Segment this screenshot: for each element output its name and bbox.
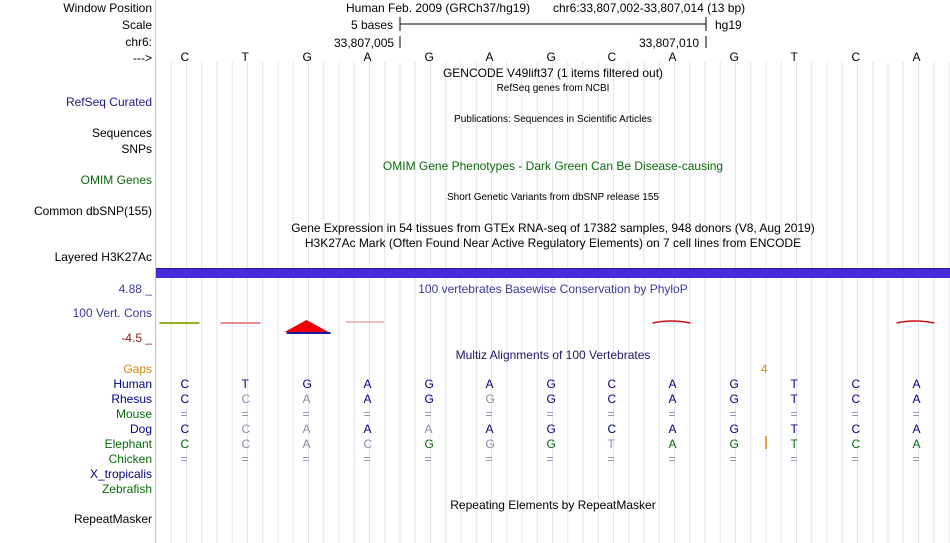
scale-text: 5 bases: [351, 18, 394, 32]
alignment-base: =: [180, 452, 188, 466]
alignment-base: T: [790, 437, 798, 451]
gap-count: 4: [761, 362, 768, 376]
alignment-base: G: [485, 437, 495, 451]
alignment-base: =: [607, 452, 615, 466]
alignment-base: T: [790, 377, 798, 391]
alignment-base: A: [485, 377, 494, 391]
alignment-base: G: [424, 377, 434, 391]
strand-label[interactable]: --->: [133, 51, 152, 65]
alignment-base: G: [729, 392, 739, 406]
alignment-base: T: [790, 392, 798, 406]
sequence-base: A: [668, 50, 677, 64]
alignment-base: A: [912, 392, 921, 406]
alignment-base: C: [851, 422, 861, 436]
omim-genes-label[interactable]: OMIM Genes: [80, 173, 152, 187]
alignment-base: =: [302, 407, 310, 421]
species-label-human[interactable]: Human: [113, 377, 152, 391]
scale-label: Scale: [121, 18, 152, 32]
coord-left: 33,807,005: [334, 36, 395, 50]
alignment-base: A: [912, 377, 921, 391]
sequence-base: A: [912, 50, 921, 64]
scale-db-text: hg19: [715, 18, 742, 32]
alignment-base: =: [241, 407, 249, 421]
species-label-chicken[interactable]: Chicken: [108, 452, 152, 466]
alignment-base: G: [546, 392, 556, 406]
refseq-curated-label[interactable]: RefSeq Curated: [65, 95, 152, 109]
h3k27ac-signal-bar: [156, 268, 950, 278]
alignment-base: A: [668, 422, 677, 436]
alignment-base: T: [607, 437, 615, 451]
alignment-base: C: [180, 437, 190, 451]
alignment-base: =: [668, 452, 676, 466]
alignment-base: G: [546, 377, 556, 391]
sequence-base: C: [607, 50, 617, 64]
alignment-base: A: [424, 422, 433, 436]
cons-max-label: 4.88 _: [118, 282, 152, 296]
snps-label[interactable]: SNPs: [121, 142, 152, 156]
assembly-text: Human Feb. 2009 (GRCh37/hg19): [346, 1, 531, 15]
species-label-zebrafish[interactable]: Zebrafish: [101, 482, 152, 496]
position-text: chr6:33,807,002-33,807,014 (13 bp): [553, 1, 746, 15]
species-label-mouse[interactable]: Mouse: [115, 407, 152, 421]
chrom-label: chr6:: [125, 35, 152, 49]
cons-min-label: -4.5 _: [121, 331, 152, 345]
alignment-base: A: [668, 437, 677, 451]
alignment-base: C: [241, 437, 251, 451]
alignment-base: =: [424, 407, 432, 421]
alignment-base: =: [912, 452, 920, 466]
h3k27ac-track-title[interactable]: H3K27Ac Mark (Often Found Near Active Regulatory Elements) on 7 cell lines from ENCODE: [304, 236, 802, 250]
alignment-base: =: [851, 452, 859, 466]
alignment-base: G: [546, 422, 556, 436]
alignment-base: =: [668, 407, 676, 421]
alignment-base: A: [668, 377, 677, 391]
alignment-base: =: [790, 407, 798, 421]
alignment-base: =: [363, 452, 371, 466]
species-label-dog[interactable]: Dog: [129, 422, 152, 436]
alignment-base: C: [363, 437, 373, 451]
gencode-track-title[interactable]: GENCODE V49lift37 (1 items filtered out): [442, 66, 664, 80]
phylop-negative-segment: [897, 321, 935, 323]
alignment-base: C: [180, 392, 190, 406]
alignment-base: A: [302, 422, 311, 436]
alignment-base: C: [241, 422, 251, 436]
repeatmasker-track-title[interactable]: Repeating Elements by RepeatMasker: [450, 498, 656, 512]
alignment-base: T: [241, 377, 249, 391]
alignment-base: C: [851, 437, 861, 451]
alignment-base: G: [302, 377, 312, 391]
sequence-base: G: [424, 50, 434, 64]
sequence-base: G: [729, 50, 739, 64]
sequence-base: A: [485, 50, 494, 64]
common-dbsnp-label[interactable]: Common dbSNP(155): [33, 204, 152, 218]
alignment-base: =: [485, 407, 493, 421]
gaps-label[interactable]: Gaps: [123, 362, 152, 376]
conservation-track-title[interactable]: 100 vertebrates Basewise Conservation by PhyloP: [418, 282, 688, 296]
omim-track-title[interactable]: OMIM Gene Phenotypes - Dark Green Can Be Disease-causing: [382, 159, 724, 173]
sequences-label[interactable]: Sequences: [91, 126, 152, 140]
alignment-base: =: [912, 407, 920, 421]
alignment-base: C: [607, 422, 617, 436]
coord-right: 33,807,010: [639, 36, 700, 50]
species-label-rhesus[interactable]: Rhesus: [111, 392, 152, 406]
alignment-base: G: [729, 422, 739, 436]
multiz-track-title[interactable]: Multiz Alignments of 100 Vertebrates: [455, 348, 651, 362]
alignment-base: =: [546, 407, 554, 421]
vert-cons-label[interactable]: 100 Vert. Cons: [72, 306, 152, 320]
sequence-base: C: [851, 50, 861, 64]
alignment-base: G: [485, 392, 495, 406]
alignment-base: =: [546, 452, 554, 466]
publications-track-subtitle: Publications: Sequences in Scientific Articles: [454, 114, 652, 125]
alignment-base: G: [729, 377, 739, 391]
alignment-base: G: [424, 392, 434, 406]
alignment-base: =: [729, 407, 737, 421]
alignment-base: =: [607, 407, 615, 421]
sequence-base: G: [302, 50, 312, 64]
alignment-base: A: [302, 437, 311, 451]
alignment-base: =: [851, 407, 859, 421]
alignment-base: =: [485, 452, 493, 466]
alignment-base: C: [180, 377, 190, 391]
alignment-base: C: [851, 377, 861, 391]
alignment-base: A: [363, 422, 372, 436]
alignment-base: G: [424, 437, 434, 451]
alignment-base: =: [180, 407, 188, 421]
alignment-base: C: [851, 392, 861, 406]
layered-h3k27ac-label[interactable]: Layered H3K27Ac: [54, 250, 152, 264]
phylop-negative-segment: [653, 321, 691, 323]
alignment-base: =: [424, 452, 432, 466]
species-label-x_tropicalis[interactable]: X_tropicalis: [89, 467, 152, 481]
alignment-base: A: [363, 377, 372, 391]
dbsnp-track-subtitle: Short Genetic Variants from dbSNP release 155: [447, 192, 659, 203]
alignment-base: =: [729, 452, 737, 466]
alignment-base: T: [790, 422, 798, 436]
alignment-base: A: [912, 437, 921, 451]
alignment-base: =: [302, 452, 310, 466]
sequence-base: T: [790, 50, 798, 64]
refseq-track-subtitle: RefSeq genes from NCBI: [496, 83, 610, 94]
sequence-base: A: [363, 50, 372, 64]
gtex-track-title[interactable]: Gene Expression in 54 tissues from GTEx RNA-seq of 17382 samples, 948 donors (V8, Aug 2019): [291, 221, 815, 235]
alignment-base: =: [363, 407, 371, 421]
species-label-elephant[interactable]: Elephant: [104, 437, 152, 451]
alignment-base: C: [607, 377, 617, 391]
alignment-base: C: [180, 422, 190, 436]
phylop-peak: [285, 320, 329, 332]
alignment-base: =: [790, 452, 798, 466]
alignment-base: A: [668, 392, 677, 406]
sequence-base: G: [546, 50, 556, 64]
alignment-base: A: [363, 392, 372, 406]
alignment-base: G: [729, 437, 739, 451]
alignment-base: C: [241, 392, 251, 406]
alignment-base: =: [241, 452, 249, 466]
sequence-base: T: [241, 50, 249, 64]
repeatmasker-label[interactable]: RepeatMasker: [73, 512, 152, 526]
alignment-base: A: [912, 422, 921, 436]
alignment-base: G: [546, 437, 556, 451]
alignment-base: C: [607, 392, 617, 406]
sequence-base: C: [180, 50, 190, 64]
window-position-label: Window Position: [63, 1, 152, 15]
alignment-base: A: [485, 422, 494, 436]
alignment-base: A: [302, 392, 311, 406]
